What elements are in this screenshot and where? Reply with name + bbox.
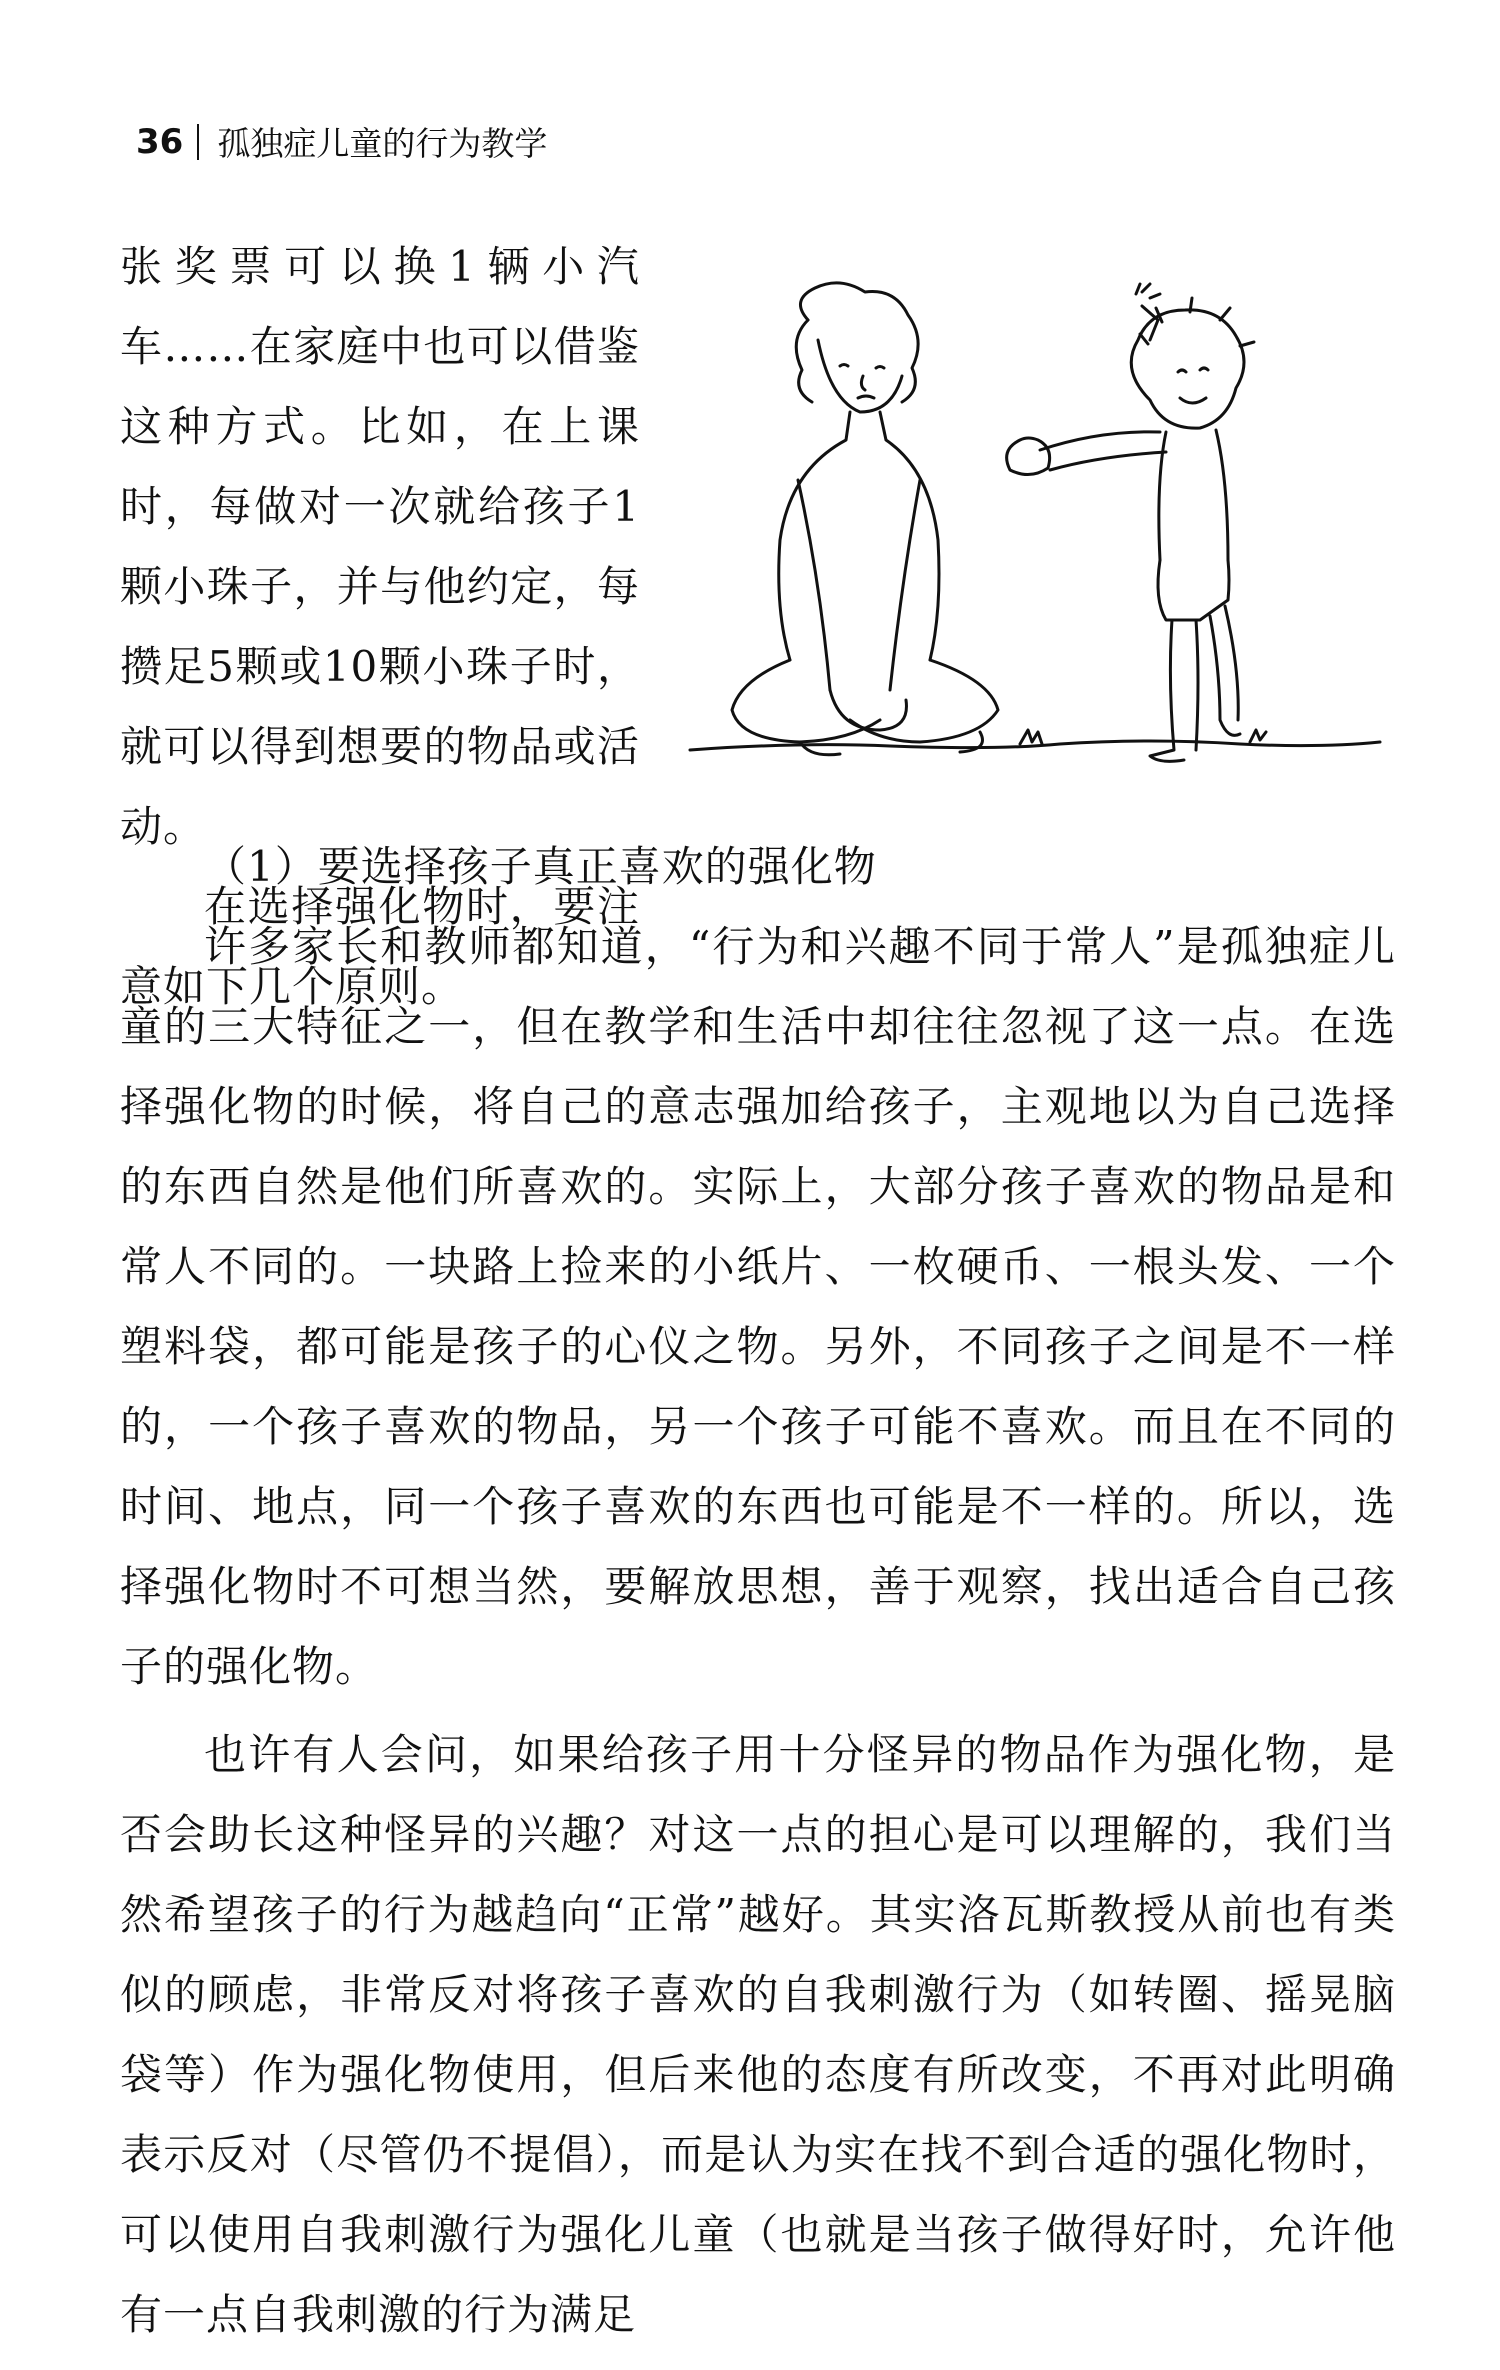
page-number: 36	[136, 121, 184, 162]
principles-intro: 在选择强化物时，要注意如下几个原则。	[120, 882, 640, 1011]
book-title: 孤独症儿童的行为教学	[217, 124, 548, 163]
intro-paragraph: 张奖票可以换1辆小汽车……在家庭中也可以借鉴这种方式。比如，在上课时，每做对一次就给孩子1颗小珠子，并与他约定，每攒足5颗或10颗小珠子时，就可以得到想要的物品或活动。	[120, 242, 640, 851]
section-heading: （1）要选择孩子真正喜欢的强化物	[204, 842, 877, 891]
main-text	[120, 827, 1396, 2355]
paragraph-2: 也许有人会问，如果给孩子用十分怪异的物品作为强化物，是否会助长这种怪异的兴趣？对这一点的担心是可以理解的，我们当然希望孩子的行为越趋向“正常”越好。其实洛瓦斯教授从前也有类似的顾虑，非常反对将孩子喜欢的自我刺激行为（如转圈、摇晃脑袋等）作为强化物使用，但后来他的态度有所改变，不再对此明确表示反对（尽管仍不提倡），而是认为实在找不到合适的强化物时，可以使用自我刺激行为强化儿童（也就是当孩子做得好时，允许他有一点自我刺激的行为满足	[120, 1730, 1396, 2339]
paragraph-1: 许多家长和教师都知道，“行为和兴趣不同于常人”是孤独症儿童的三大特征之一，但在教学和生活中却往往忽视了这一点。在选择强化物的时候，将自己的意志强加给孩子，主观地以为自己选择的东西自然是他们所喜欢的。实际上，大部分孩子喜欢的物品是和常人不同的。一块路上捡来的小纸片、一枚硬币、一根头发、一个塑料袋，都可能是孩子的心仪之物。另外，不同孩子之间是不一样的，一个孩子喜欢的物品，另一个孩子可能不喜欢。而且在不同的时间、地点，同一个孩子喜欢的东西也可能是不一样的。所以，选择强化物时不可想当然，要解放思想，善于观察，找出适合自己孩子的强化物。	[120, 922, 1396, 1691]
running-header	[136, 118, 547, 165]
two-children-drawing-icon	[680, 280, 1400, 800]
header-divider	[197, 124, 199, 160]
